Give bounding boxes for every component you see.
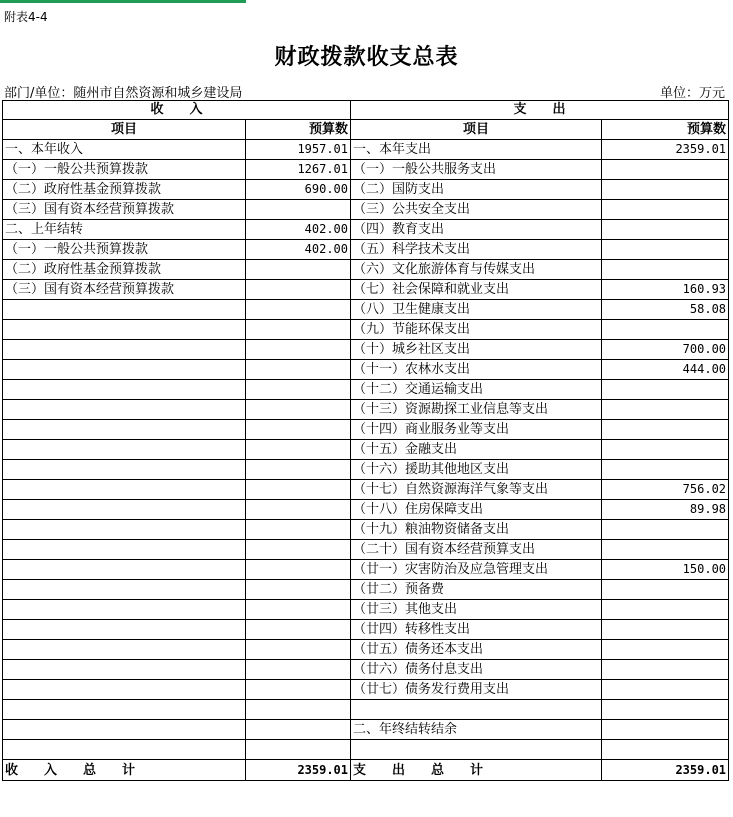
income-value-cell[interactable] [246, 480, 351, 500]
expense-item-cell[interactable]: （七）社会保障和就业支出 [351, 280, 602, 300]
expense-item-cell[interactable]: （十九）粮油物资储备支出 [351, 520, 602, 540]
income-value-cell[interactable] [246, 720, 351, 740]
table-row [3, 200, 729, 220]
expense-item-cell[interactable]: （廿三）其他支出 [351, 600, 602, 620]
expense-item-cell[interactable]: （十三）资源勘探工业信息等支出 [351, 400, 602, 420]
expense-value-cell[interactable] [602, 700, 729, 720]
table-row [3, 620, 729, 640]
expense-value-cell[interactable]: 2359.01 [602, 140, 729, 160]
income-value-cell[interactable] [246, 700, 351, 720]
income-item-cell[interactable] [3, 720, 246, 740]
income-value-cell[interactable] [246, 360, 351, 380]
income-value-cell[interactable] [246, 300, 351, 320]
income-value-cell[interactable] [246, 320, 351, 340]
table-row [3, 300, 729, 320]
income-item-cell[interactable] [3, 620, 246, 640]
expense-item-cell[interactable]: （九）节能环保支出 [351, 320, 602, 340]
expense-item-cell[interactable]: （十五）金融支出 [351, 440, 602, 460]
income-item-cell[interactable] [3, 400, 246, 420]
budget-table [2, 100, 729, 781]
expense-item-cell[interactable]: （十四）商业服务业等支出 [351, 420, 602, 440]
expense-budget-header: 预算数 [602, 120, 729, 140]
table-row [3, 140, 729, 160]
table-row [3, 340, 729, 360]
income-item-cell[interactable] [3, 600, 246, 620]
expense-value-cell[interactable] [602, 200, 729, 220]
expense-item-cell[interactable]: 二、年终结转结余 [351, 720, 602, 740]
expense-item-cell[interactable]: （四）教育支出 [351, 220, 602, 240]
income-item-cell[interactable] [3, 660, 246, 680]
expense-item-header: 项目 [351, 120, 602, 140]
expense-item-cell[interactable]: （廿五）债务还本支出 [351, 640, 602, 660]
table-row [3, 600, 729, 620]
department-label: 部门/单位：随州市自然资源和城乡建设局 [4, 86, 243, 101]
sheet-top-bar [0, 0, 246, 3]
expense-item-cell[interactable]: （六）文化旅游体育与传媒支出 [351, 260, 602, 280]
expense-value-cell[interactable] [602, 420, 729, 440]
income-item-cell[interactable] [3, 680, 246, 700]
expense-item-cell[interactable]: （三）公共安全支出 [351, 200, 602, 220]
income-item-cell[interactable] [3, 380, 246, 400]
table-row [3, 440, 729, 460]
expense-item-cell[interactable]: （廿七）债务发行费用支出 [351, 680, 602, 700]
expense-value-cell[interactable]: 160.93 [602, 280, 729, 300]
table-row [3, 480, 729, 500]
expense-value-cell[interactable]: 58.08 [602, 300, 729, 320]
table-row [3, 320, 729, 340]
annex-label: 附表4-4 [4, 10, 48, 24]
table-row [3, 700, 729, 720]
income-item-cell[interactable]: 二、上年结转 [3, 220, 246, 240]
table-row [3, 580, 729, 600]
expense-item-cell[interactable] [351, 740, 602, 760]
expense-value-cell[interactable] [602, 180, 729, 200]
expense-value-cell[interactable] [602, 400, 729, 420]
income-value-cell[interactable] [246, 560, 351, 580]
expense-value-cell[interactable]: 756.02 [602, 480, 729, 500]
expense-value-cell[interactable] [602, 660, 729, 680]
expense-item-cell[interactable]: （十二）交通运输支出 [351, 380, 602, 400]
expense-item-cell[interactable]: （廿六）债务付息支出 [351, 660, 602, 680]
expense-value-cell[interactable] [602, 220, 729, 240]
table-row [3, 400, 729, 420]
income-value-cell[interactable] [246, 460, 351, 480]
income-item-cell[interactable] [3, 500, 246, 520]
total-row [3, 760, 729, 781]
table-row [3, 280, 729, 300]
expense-value-cell[interactable] [602, 740, 729, 760]
income-value-cell[interactable] [246, 500, 351, 520]
table-row [3, 360, 729, 380]
income-value-cell[interactable] [246, 600, 351, 620]
income-value-cell[interactable] [246, 620, 351, 640]
income-item-cell[interactable]: （三）国有资本经营预算拨款 [3, 200, 246, 220]
income-value-cell[interactable] [246, 260, 351, 280]
total-income-label[interactable]: 收 入 总 计 [3, 760, 246, 781]
expense-item-cell[interactable]: （廿二）预备费 [351, 580, 602, 600]
total-expense-label[interactable]: 支 出 总 计 [351, 760, 602, 781]
income-item-cell[interactable] [3, 540, 246, 560]
income-value-cell[interactable] [246, 400, 351, 420]
expense-value-cell[interactable] [602, 620, 729, 640]
section-header-row [3, 101, 729, 120]
income-item-cell[interactable]: （二）政府性基金预算拨款 [3, 260, 246, 280]
income-item-cell[interactable]: （一）一般公共预算拨款 [3, 160, 246, 180]
income-item-cell[interactable] [3, 340, 246, 360]
table-row [3, 680, 729, 700]
income-item-cell[interactable] [3, 300, 246, 320]
table-row [3, 740, 729, 760]
income-item-cell[interactable] [3, 740, 246, 760]
expense-value-cell[interactable] [602, 580, 729, 600]
expense-item-cell[interactable]: （十一）农林水支出 [351, 360, 602, 380]
expense-value-cell[interactable] [602, 380, 729, 400]
table-row [3, 720, 729, 740]
income-value-cell[interactable] [246, 580, 351, 600]
income-value-cell[interactable]: 402.00 [246, 240, 351, 260]
income-value-cell[interactable] [246, 640, 351, 660]
income-value-cell[interactable] [246, 680, 351, 700]
expense-value-cell[interactable] [602, 520, 729, 540]
expense-value-cell[interactable]: 444.00 [602, 360, 729, 380]
expense-value-cell[interactable] [602, 600, 729, 620]
expense-item-cell[interactable]: （八）卫生健康支出 [351, 300, 602, 320]
total-income-value[interactable]: 2359.01 [246, 760, 351, 781]
expense-value-cell[interactable] [602, 240, 729, 260]
income-value-cell[interactable] [246, 420, 351, 440]
expense-value-cell[interactable]: 150.00 [602, 560, 729, 580]
income-item-cell[interactable]: （二）政府性基金预算拨款 [3, 180, 246, 200]
expense-value-cell[interactable] [602, 460, 729, 480]
income-value-cell[interactable]: 1267.01 [246, 160, 351, 180]
income-item-cell[interactable] [3, 700, 246, 720]
income-item-cell[interactable] [3, 440, 246, 460]
income-item-cell[interactable] [3, 460, 246, 480]
income-item-cell[interactable] [3, 640, 246, 660]
expense-item-cell[interactable]: （廿四）转移性支出 [351, 620, 602, 640]
table-row [3, 520, 729, 540]
section-income-header: 收 入 [3, 101, 351, 120]
section-expense-header: 支 出 [351, 101, 729, 120]
income-value-cell[interactable] [246, 340, 351, 360]
table-row [3, 380, 729, 400]
expense-value-cell[interactable] [602, 320, 729, 340]
expense-item-cell[interactable]: （十七）自然资源海洋气象等支出 [351, 480, 602, 500]
table-row [3, 260, 729, 280]
income-item-cell[interactable]: 一、本年收入 [3, 140, 246, 160]
table-row [3, 640, 729, 660]
expense-item-cell[interactable] [351, 700, 602, 720]
income-value-cell[interactable]: 402.00 [246, 220, 351, 240]
income-value-cell[interactable] [246, 200, 351, 220]
expense-item-cell[interactable]: （廿一）灾害防治及应急管理支出 [351, 560, 602, 580]
income-item-cell[interactable] [3, 360, 246, 380]
income-item-cell[interactable]: （三）国有资本经营预算拨款 [3, 280, 246, 300]
table-row [3, 180, 729, 200]
expense-item-cell[interactable]: （五）科学技术支出 [351, 240, 602, 260]
table-row [3, 160, 729, 180]
table-row [3, 660, 729, 680]
expense-item-cell[interactable]: （二十）国有资本经营预算支出 [351, 540, 602, 560]
expense-item-cell[interactable]: （十）城乡社区支出 [351, 340, 602, 360]
income-value-cell[interactable] [246, 740, 351, 760]
income-item-cell[interactable] [3, 560, 246, 580]
income-item-cell[interactable] [3, 520, 246, 540]
table-row [3, 460, 729, 480]
expense-value-cell[interactable] [602, 260, 729, 280]
income-value-cell[interactable] [246, 540, 351, 560]
expense-item-cell[interactable]: （二）国防支出 [351, 180, 602, 200]
income-item-header: 项目 [3, 120, 246, 140]
expense-item-cell[interactable]: （一）一般公共服务支出 [351, 160, 602, 180]
income-item-cell[interactable] [3, 420, 246, 440]
table-row [3, 540, 729, 560]
income-value-cell[interactable]: 690.00 [246, 180, 351, 200]
expense-value-cell[interactable] [602, 540, 729, 560]
income-item-cell[interactable] [3, 480, 246, 500]
income-value-cell[interactable] [246, 440, 351, 460]
income-value-cell[interactable] [246, 660, 351, 680]
unit-label: 单位：万元 [659, 86, 725, 101]
income-value-cell[interactable] [246, 280, 351, 300]
expense-value-cell[interactable]: 89.98 [602, 500, 729, 520]
table-row [3, 220, 729, 240]
expense-value-cell[interactable] [602, 680, 729, 700]
income-budget-header: 预算数 [246, 120, 351, 140]
income-value-cell[interactable]: 1957.01 [246, 140, 351, 160]
expense-value-cell[interactable]: 700.00 [602, 340, 729, 360]
income-value-cell[interactable] [246, 520, 351, 540]
expense-item-cell[interactable]: （十六）援助其他地区支出 [351, 460, 602, 480]
table-row [3, 240, 729, 260]
expense-value-cell[interactable] [602, 160, 729, 180]
expense-item-cell[interactable]: 一、本年支出 [351, 140, 602, 160]
income-item-cell[interactable]: （一）一般公共预算拨款 [3, 240, 246, 260]
total-expense-value[interactable]: 2359.01 [602, 760, 729, 781]
expense-item-cell[interactable]: （十八）住房保障支出 [351, 500, 602, 520]
table-row [3, 500, 729, 520]
table-row [3, 560, 729, 580]
income-item-cell[interactable] [3, 580, 246, 600]
expense-value-cell[interactable] [602, 720, 729, 740]
expense-value-cell[interactable] [602, 440, 729, 460]
income-item-cell[interactable] [3, 320, 246, 340]
column-header-row [3, 120, 729, 140]
table-row [3, 420, 729, 440]
page-title: 财政拨款收支总表 [274, 44, 459, 70]
income-value-cell[interactable] [246, 380, 351, 400]
expense-value-cell[interactable] [602, 640, 729, 660]
